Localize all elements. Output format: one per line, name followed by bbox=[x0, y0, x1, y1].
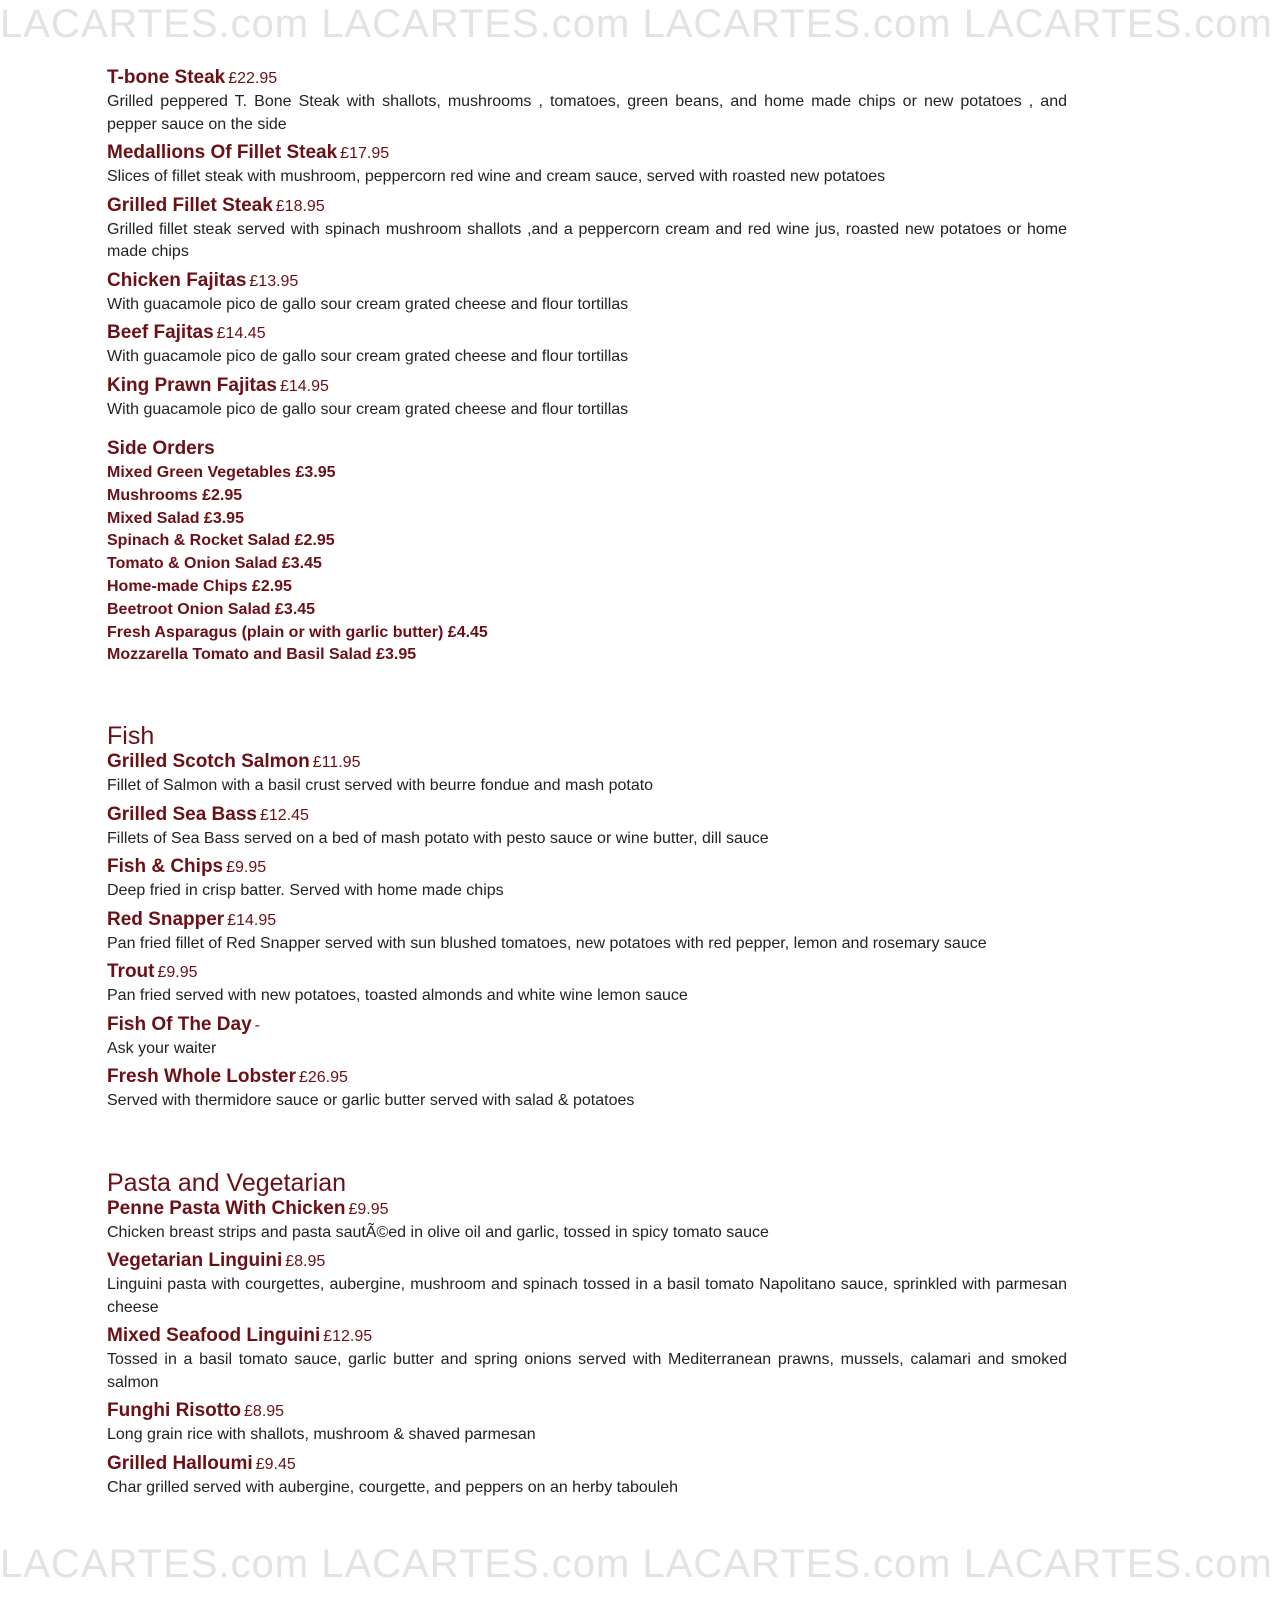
menu-item bbox=[107, 269, 1067, 317]
mains-list bbox=[107, 66, 1067, 421]
watermark-bottom: LACARTES.com LACARTES.com LACARTES.com LACARTES.com bbox=[0, 1542, 1273, 1586]
fish-list bbox=[107, 750, 1067, 1113]
item-price: £17.95 bbox=[340, 145, 390, 162]
menu-item bbox=[107, 1399, 1067, 1447]
item-price: £14.95 bbox=[227, 911, 277, 929]
item-description: Pan fried fillet of Red Snapper served with sun blushed tomatoes, new potatoes with red pepper, lemon and rosemary sauce bbox=[107, 934, 987, 952]
item-description: Served with thermidore sauce or garlic butter served with salad & potatoes bbox=[107, 1092, 635, 1110]
item-name: Grilled Sea Bass bbox=[107, 803, 257, 825]
item-price: £11.95 bbox=[312, 754, 361, 772]
fish-section-title: Fish bbox=[107, 722, 155, 751]
side-order-item: Mozzarella Tomato and Basil Salad £3.95 bbox=[107, 646, 417, 664]
item-description: With guacamole pico de gallo sour cream grated cheese and flour tortillas bbox=[107, 348, 629, 365]
item-name: Grilled Fillet Steak bbox=[107, 194, 273, 216]
item-price: £8.95 bbox=[285, 1253, 326, 1271]
item-price: £8.95 bbox=[244, 1403, 285, 1421]
item-description: Linguini pasta with courgettes, aubergine, mushroom and spinach tossed in a basil tomato Napolitano sauce, sprinkled with parmesan cheese bbox=[107, 1276, 1067, 1316]
menu-item bbox=[107, 1197, 1067, 1245]
pasta-section-title: Pasta and Vegetarian bbox=[107, 1168, 347, 1197]
menu-item bbox=[107, 141, 1067, 189]
item-description: Grilled peppered T. Bone Steak with shallots, mushrooms , tomatoes, green beans, and home made chips or new potatoes , and pepper sauce on the side bbox=[107, 93, 1067, 133]
menu-content bbox=[107, 66, 1067, 1504]
side-orders-list bbox=[107, 462, 1067, 667]
item-price: £9.95 bbox=[157, 964, 198, 982]
item-name: Vegetarian Linguini bbox=[107, 1250, 283, 1272]
item-description: Fillets of Sea Bass served on a bed of mash potato with pesto sauce or wine butter, dill sauce bbox=[107, 829, 769, 847]
menu-item bbox=[107, 750, 1067, 798]
menu-item bbox=[107, 1013, 1067, 1061]
side-orders-title: Side Orders bbox=[107, 438, 215, 459]
item-price: - bbox=[254, 1016, 260, 1034]
pasta-list bbox=[107, 1197, 1067, 1500]
menu-item bbox=[107, 1065, 1067, 1113]
item-name: Funghi Risotto bbox=[107, 1400, 242, 1422]
menu-item bbox=[107, 960, 1067, 1008]
item-description: Deep fried in crisp batter. Served with home made chips bbox=[107, 882, 504, 900]
item-name: T-bone Steak bbox=[107, 67, 226, 88]
side-order-item: Spinach & Rocket Salad £2.95 bbox=[107, 532, 335, 550]
item-description: Pan fried served with new potatoes, toasted almonds and white wine lemon sauce bbox=[107, 987, 688, 1005]
item-name: Fish Of The Day bbox=[107, 1013, 252, 1035]
item-name: King Prawn Fajitas bbox=[107, 374, 277, 396]
item-description: Tossed in a basil tomato sauce, garlic butter and spring onions served with Mediterranean prawns, mussels, calamari and smoked salmon bbox=[107, 1351, 1067, 1391]
item-price: £9.95 bbox=[348, 1200, 389, 1218]
item-price: £26.95 bbox=[298, 1069, 348, 1087]
menu-item bbox=[107, 321, 1067, 369]
item-description: With guacamole pico de gallo sour cream grated cheese and flour tortillas bbox=[107, 295, 629, 313]
item-description: Fillet of Salmon with a basil crust served with beurre fondue and mash potato bbox=[107, 777, 654, 795]
item-description: Slices of fillet steak with mushroom, peppercorn red wine and cream sauce, served with roasted new potatoes bbox=[107, 168, 886, 185]
menu-item bbox=[107, 66, 1067, 136]
menu-item bbox=[107, 374, 1067, 422]
menu-item bbox=[107, 803, 1067, 851]
item-description: Chicken breast strips and pasta sautÃ©ed in olive oil and garlic, tossed in spicy tomato sauce bbox=[107, 1223, 769, 1241]
menu-item bbox=[107, 1452, 1067, 1500]
item-price: £12.45 bbox=[259, 806, 309, 824]
menu-item bbox=[107, 855, 1067, 903]
side-order-item: Mixed Green Vegetables £3.95 bbox=[107, 464, 336, 481]
item-name: Fresh Whole Lobster bbox=[107, 1066, 296, 1088]
side-order-item: Beetroot Onion Salad £3.45 bbox=[107, 600, 316, 618]
item-name: Penne Pasta With Chicken bbox=[107, 1197, 346, 1219]
side-order-item: Home-made Chips £2.95 bbox=[107, 577, 292, 595]
side-order-item: Fresh Asparagus (plain or with garlic butter) £4.45 bbox=[107, 623, 488, 641]
item-name: Grilled Scotch Salmon bbox=[107, 751, 310, 773]
menu-item bbox=[107, 1324, 1067, 1394]
item-name: Mixed Seafood Linguini bbox=[107, 1325, 321, 1347]
item-price: £22.95 bbox=[228, 70, 278, 87]
item-price: £14.95 bbox=[279, 377, 329, 395]
item-name: Grilled Halloumi bbox=[107, 1452, 253, 1474]
side-order-item: Tomato & Onion Salad £3.45 bbox=[107, 555, 322, 573]
item-description: Char grilled served with aubergine, courgette, and peppers on an herby tabouleh bbox=[107, 1478, 679, 1496]
item-name: Medallions Of Fillet Steak bbox=[107, 142, 338, 163]
item-name: Chicken Fajitas bbox=[107, 269, 247, 291]
side-order-item: Mixed Salad £3.95 bbox=[107, 509, 244, 527]
item-description: Ask your waiter bbox=[107, 1039, 217, 1057]
menu-item bbox=[107, 1249, 1067, 1319]
item-name: Red Snapper bbox=[107, 908, 225, 930]
item-description: Grilled fillet steak served with spinach mushroom shallots ,and a peppercorn cream and red wine jus, roasted new potatoes or home made chips bbox=[107, 220, 1067, 260]
menu-item bbox=[107, 908, 1067, 956]
item-price: £12.95 bbox=[323, 1328, 373, 1346]
menu-item bbox=[107, 194, 1067, 264]
item-name: Trout bbox=[107, 961, 155, 983]
item-price: £9.45 bbox=[255, 1455, 296, 1473]
item-name: Fish & Chips bbox=[107, 856, 224, 878]
item-description: With guacamole pico de gallo sour cream grated cheese and flour tortillas bbox=[107, 400, 629, 418]
side-order-item: Mushrooms £2.95 bbox=[107, 486, 243, 504]
item-description: Long grain rice with shallots, mushroom & shaved parmesan bbox=[107, 1426, 536, 1444]
watermark-top: LACARTES.com LACARTES.com LACARTES.com LACARTES.com bbox=[0, 2, 1273, 46]
item-price: £14.45 bbox=[216, 325, 266, 342]
item-price: £18.95 bbox=[275, 197, 325, 215]
item-price: £9.95 bbox=[226, 859, 267, 877]
item-price: £13.95 bbox=[249, 272, 299, 290]
item-name: Beef Fajitas bbox=[107, 322, 214, 343]
